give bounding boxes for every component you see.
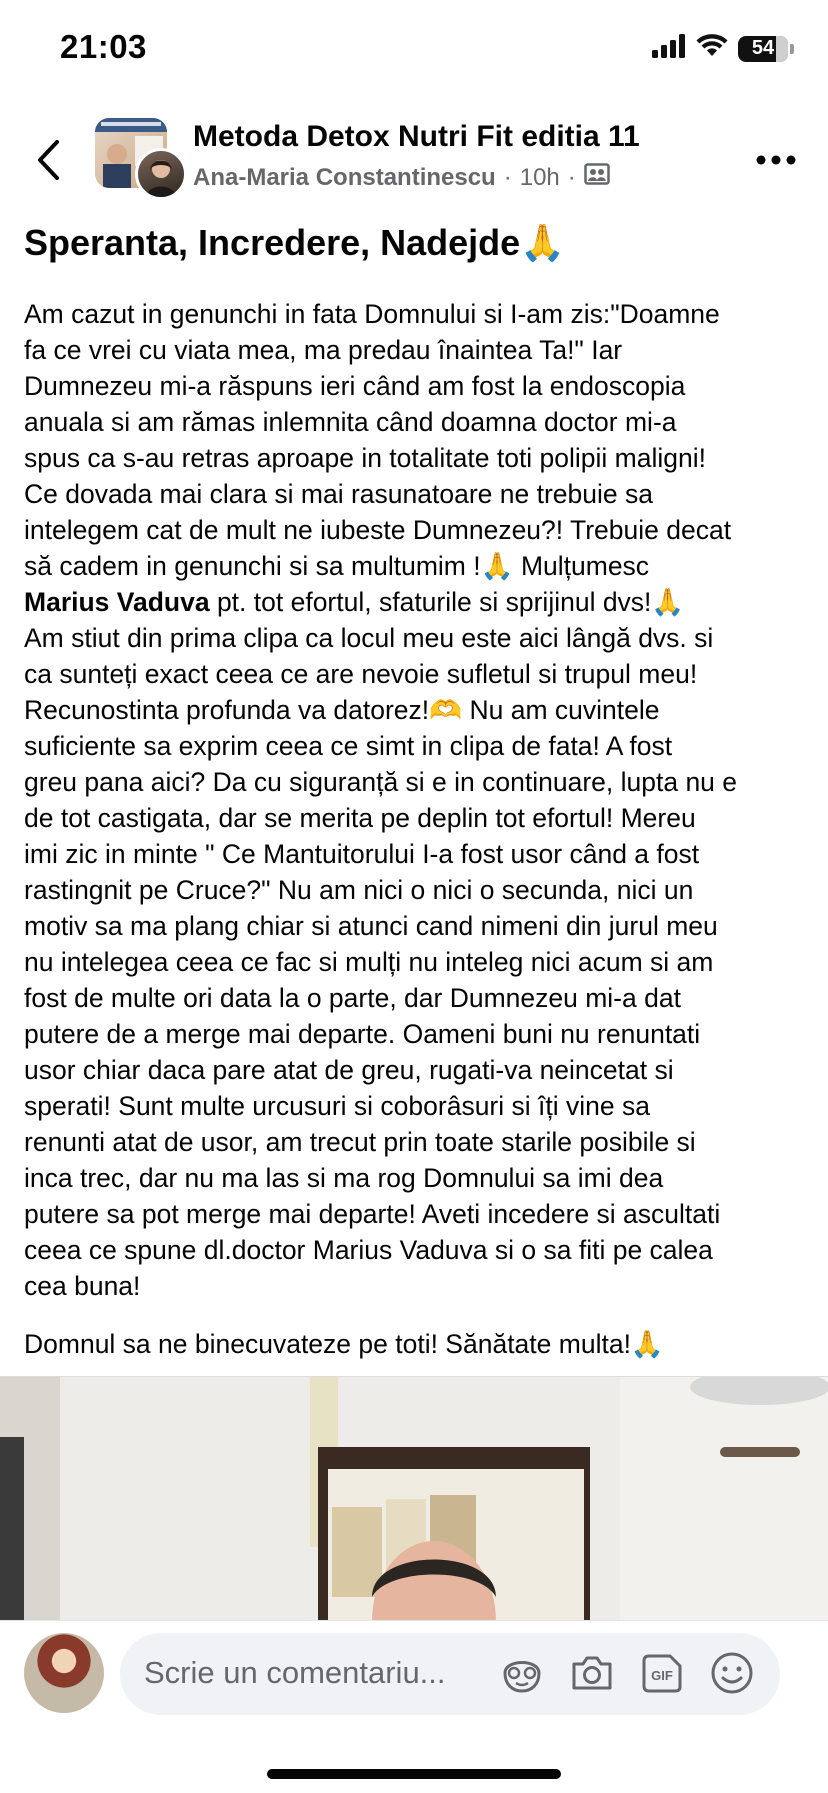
post-line: nu intelegea ceea ce fac si mulți nu inteleg nici acum si am bbox=[24, 947, 714, 977]
home-indicator[interactable] bbox=[267, 1769, 561, 1779]
battery-level: 54 bbox=[751, 37, 775, 59]
cellular-signal-icon bbox=[652, 34, 686, 63]
author-name[interactable]: Ana-Maria Constantinescu bbox=[193, 163, 496, 191]
post-title: Speranta, Incredere, Nadejde🙏 bbox=[24, 222, 566, 263]
back-button[interactable] bbox=[28, 134, 68, 186]
post-line: motiv sa ma plang chiar si atunci cand nimeni din jurul meu bbox=[24, 911, 718, 941]
post-line-mention bbox=[24, 584, 808, 620]
group-avatar[interactable] bbox=[95, 118, 181, 198]
post-photo[interactable] bbox=[0, 1376, 828, 1621]
post-line: suficiente sa exprim ceea ce simt in clipa de fata! A fost bbox=[24, 731, 673, 761]
group-audience-icon bbox=[584, 162, 610, 193]
post-header bbox=[0, 110, 828, 210]
post-line: usor chiar daca pare atat de greu, rugati-va neincetat si bbox=[24, 1055, 674, 1085]
comment-actions bbox=[496, 1647, 758, 1699]
post-line: Am stiut din prima clipa ca locul meu este aici lângă dvs. si bbox=[24, 623, 714, 653]
more-options-icon bbox=[756, 155, 796, 165]
post-line: putere sa pot merge mai departe! Aveti incedere si ascultati bbox=[24, 1199, 721, 1229]
post-line: intelegem cat de mult ne iubeste Dumnezeu?! Trebuie decat bbox=[24, 515, 732, 545]
post-line: fa ce vrei cu viata mea, ma predau înaintea Ta!" Iar bbox=[24, 335, 623, 365]
author-avatar[interactable] bbox=[135, 148, 187, 200]
post-line: Recunostinta profunda va datorez!🫶 Nu am cuvintele bbox=[24, 695, 660, 725]
post-line: cea buna! bbox=[24, 1271, 141, 1301]
post-line: de tot castigata, dar se merita pe deplin tot efortul! Mereu bbox=[24, 803, 696, 833]
post-line: fost de multe ori data la o parte, dar Dumnezeu mi-a dat bbox=[24, 983, 681, 1013]
battery-tip bbox=[790, 44, 794, 54]
post-time[interactable]: 10h bbox=[519, 163, 560, 191]
post-line: ceea ce spune dl.doctor Marius Vaduva si o sa fiti pe calea bbox=[24, 1235, 713, 1265]
group-name[interactable]: Metoda Detox Nutri Fit editia 11 bbox=[193, 120, 640, 153]
svg-text:GIF: GIF bbox=[651, 1668, 673, 1683]
post-body bbox=[24, 296, 808, 1304]
post-line: renunti atat de usor, am trecut prin toate starile posibile si bbox=[24, 1127, 696, 1157]
post-line: imi zic in minte " Ce Mantuitorului I-a fost usor când a fost bbox=[24, 839, 700, 869]
comment-input[interactable] bbox=[120, 1633, 780, 1715]
gif-icon[interactable] bbox=[636, 1647, 688, 1699]
wifi-icon bbox=[696, 34, 728, 63]
post-line: Dumnezeu mi-a răspuns ieri când am fost la endoscopia bbox=[24, 371, 686, 401]
status-bar bbox=[0, 0, 828, 100]
post-line: greu pana aici? Da cu siguranță si e in continuare, lupta nu e bbox=[24, 767, 738, 797]
post-line: spus ca s-au retras aproape in totalitate toti polipii maligni! bbox=[24, 443, 706, 473]
post-closing-line: Domnul sa ne binecuvateze pe toti! Sănătate multa!🙏 bbox=[24, 1329, 664, 1359]
post-line: să cadem in genunchi si sa multumim !🙏 Mulțumesc bbox=[24, 551, 650, 581]
post-line: anuala si am rămas inlemnita când doamna doctor mi-a bbox=[24, 407, 677, 437]
post-line: rastingnit pe Cruce?" Nu am nici o nici o secunda, nici un bbox=[24, 875, 694, 905]
camera-icon[interactable] bbox=[566, 1647, 618, 1699]
comment-bar bbox=[0, 1620, 828, 1793]
post-line: putere de a merge mai departe. Oameni buni nu renuntati bbox=[24, 1019, 701, 1049]
post-meta bbox=[193, 162, 610, 193]
more-options-button[interactable] bbox=[754, 140, 798, 180]
battery-icon bbox=[738, 36, 788, 62]
mention-after-text: pt. tot efortul, sfaturile si sprijinul dvs!🙏 bbox=[209, 587, 685, 617]
meta-separator: · bbox=[503, 163, 512, 191]
post-line: Ce dovada mai clara si mai rasunatoare ne trebuie sa bbox=[24, 479, 653, 509]
comment-placeholder: Scrie un comentariu... bbox=[144, 1655, 446, 1690]
meta-separator-2: · bbox=[567, 163, 576, 191]
post-photo-image bbox=[0, 1377, 828, 1621]
emoji-icon[interactable] bbox=[706, 1647, 758, 1699]
post-line: ca sunteți exact ceea ce are nevoie sufletul si trupul meu! bbox=[24, 659, 698, 689]
post-line: Am cazut in genunchi in fata Domnului si I-am zis:"Doamne bbox=[24, 299, 720, 329]
status-time: 21:03 bbox=[60, 28, 147, 65]
mention-link[interactable]: Marius Vaduva bbox=[24, 587, 210, 617]
current-user-avatar[interactable] bbox=[24, 1633, 104, 1713]
status-icons bbox=[652, 34, 794, 63]
avatar-sticker-icon[interactable] bbox=[496, 1647, 548, 1699]
post-line: inca trec, dar nu ma las si ma rog Domnului sa imi dea bbox=[24, 1163, 664, 1193]
post-line: sperati! Sunt multe urcusuri si coborâsuri si îți vine sa bbox=[24, 1091, 650, 1121]
back-chevron-icon bbox=[35, 139, 61, 181]
